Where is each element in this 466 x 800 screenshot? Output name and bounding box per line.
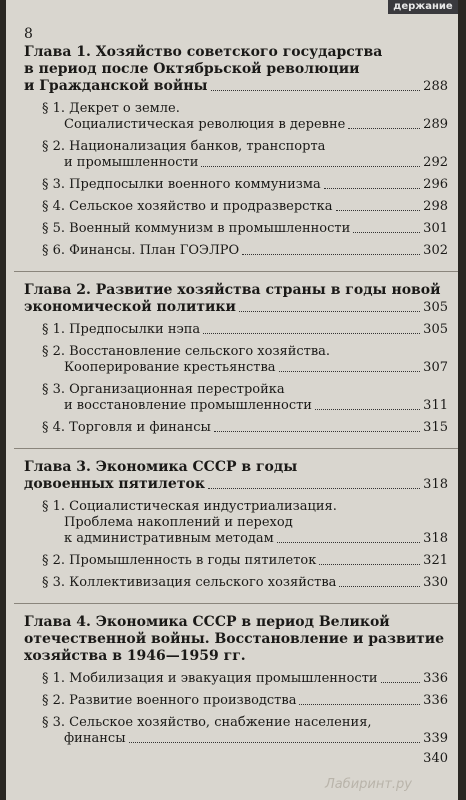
section-line bbox=[42, 398, 448, 414]
section-line bbox=[42, 199, 448, 215]
section-text: § 3. Коллективизация сельского хозяйства bbox=[42, 575, 337, 590]
section-line bbox=[42, 575, 448, 591]
chapter-divider bbox=[14, 448, 458, 449]
section-list bbox=[42, 671, 448, 747]
section-page: 305 bbox=[423, 322, 448, 337]
chapter-title-text: Глава 3. Экономика СССР в годы bbox=[24, 459, 298, 475]
section-entry bbox=[42, 715, 448, 747]
leader-dots bbox=[239, 311, 420, 312]
section-page: 336 bbox=[423, 671, 448, 686]
section-entry bbox=[42, 177, 448, 193]
leader-dots bbox=[214, 431, 420, 432]
section-page: 301 bbox=[423, 221, 448, 236]
chapter-title-line bbox=[24, 476, 448, 493]
section-entry bbox=[42, 420, 448, 436]
section-line bbox=[42, 221, 448, 237]
leader-dots bbox=[299, 704, 420, 705]
section-entry bbox=[42, 243, 448, 259]
chapter-title-line bbox=[24, 299, 448, 316]
leader-dots bbox=[381, 682, 421, 683]
leader-dots bbox=[208, 488, 420, 489]
chapter-title bbox=[24, 282, 448, 316]
section-page: 315 bbox=[423, 420, 448, 435]
chapter-title-text: довоенных пятилеток bbox=[24, 476, 205, 492]
section-text: § 1. Социалистическая индустриализация. bbox=[42, 499, 337, 514]
section-entry bbox=[42, 693, 448, 709]
chapter-title-text: и Гражданской войны bbox=[24, 78, 208, 94]
section-entry bbox=[42, 671, 448, 687]
chapter bbox=[24, 282, 448, 449]
chapter-title bbox=[24, 44, 448, 95]
section-line bbox=[42, 715, 448, 731]
section-page: 298 bbox=[423, 199, 448, 214]
section-line bbox=[42, 243, 448, 259]
leader-dots bbox=[324, 188, 420, 189]
leader-dots bbox=[348, 128, 420, 129]
section-entry bbox=[42, 499, 448, 547]
chapter-title-text: экономической политики bbox=[24, 299, 236, 315]
chapter-title-line bbox=[24, 648, 448, 665]
section-text: § 6. Финансы. План ГОЭЛРО bbox=[42, 243, 240, 258]
section-entry bbox=[42, 322, 448, 338]
section-list bbox=[42, 322, 448, 436]
chapter-page: 288 bbox=[423, 79, 448, 94]
chapter-title bbox=[24, 614, 448, 665]
chapter-divider bbox=[14, 603, 458, 604]
section-text: § 4. Сельское хозяйство и продразверстка bbox=[42, 199, 333, 214]
section-line bbox=[42, 420, 448, 436]
section-list bbox=[42, 499, 448, 591]
section-line bbox=[42, 155, 448, 171]
chapter bbox=[24, 44, 448, 272]
chapter-title-line bbox=[24, 44, 448, 61]
section-text: § 2. Развитие военного производства bbox=[42, 693, 297, 708]
watermark: Лабиринт.ру bbox=[324, 777, 412, 792]
section-entry bbox=[42, 101, 448, 133]
leader-dots bbox=[319, 564, 420, 565]
section-text: § 1. Предпосылки нэпа bbox=[42, 322, 201, 337]
leader-dots bbox=[201, 166, 420, 167]
leader-dots bbox=[339, 586, 420, 587]
section-line bbox=[42, 499, 448, 515]
section-line bbox=[42, 731, 448, 747]
section-line bbox=[42, 101, 448, 117]
leader-dots bbox=[211, 90, 421, 91]
section-entry bbox=[42, 553, 448, 569]
trailing-page: 340 bbox=[423, 751, 448, 766]
section-line bbox=[42, 671, 448, 687]
section-entry bbox=[42, 575, 448, 591]
section-line bbox=[42, 344, 448, 360]
section-page: 339 bbox=[423, 731, 448, 746]
section-text: § 3. Предпосылки военного коммунизма bbox=[42, 177, 321, 192]
section-text: и восстановление промышленности bbox=[64, 398, 312, 413]
chapter-title bbox=[24, 459, 448, 493]
section-text: к административным методам bbox=[64, 531, 274, 546]
section-list bbox=[42, 101, 448, 259]
section-entry bbox=[42, 344, 448, 376]
section-text: § 2. Национализация банков, транспорта bbox=[42, 139, 326, 154]
chapter bbox=[24, 614, 448, 747]
section-text: § 3. Сельское хозяйство, снабжение населения, bbox=[42, 715, 372, 730]
section-line bbox=[42, 177, 448, 193]
leader-dots bbox=[353, 232, 420, 233]
section-page: 302 bbox=[423, 243, 448, 258]
section-line bbox=[42, 139, 448, 155]
section-line bbox=[42, 553, 448, 569]
section-page: 311 bbox=[423, 398, 448, 413]
section-page: 321 bbox=[423, 553, 448, 568]
section-text: § 1. Мобилизация и эвакуация промышленности bbox=[42, 671, 378, 686]
section-entry bbox=[42, 139, 448, 171]
chapter-title-line bbox=[24, 61, 448, 78]
section-line bbox=[42, 531, 448, 547]
section-line bbox=[42, 382, 448, 398]
leader-dots bbox=[336, 210, 421, 211]
section-line bbox=[42, 515, 448, 531]
chapter-divider bbox=[14, 271, 458, 272]
chapter-title-text: в период после Октябрьской революции bbox=[24, 61, 360, 77]
chapter-title-line bbox=[24, 631, 448, 648]
section-text: Кооперирование крестьянства bbox=[64, 360, 276, 375]
section-entry bbox=[42, 382, 448, 414]
chapter-title-text: хозяйства в 1946—1959 гг. bbox=[24, 648, 246, 664]
section-text: Социалистическая революция в деревне bbox=[64, 117, 346, 132]
section-page: 318 bbox=[423, 531, 448, 546]
section-line bbox=[42, 117, 448, 133]
section-page: 289 bbox=[423, 117, 448, 132]
section-text: § 1. Декрет о земле. bbox=[42, 101, 180, 116]
chapter-title-text: отечественной войны. Восстановление и развитие bbox=[24, 631, 445, 647]
chapter-title-line bbox=[24, 282, 448, 299]
chapter-page: 318 bbox=[423, 477, 448, 492]
book-page bbox=[6, 0, 458, 800]
chapter-title-text: Глава 1. Хозяйство советского государства bbox=[24, 44, 383, 60]
section-line bbox=[42, 322, 448, 338]
section-text: и промышленности bbox=[64, 155, 199, 170]
section-text: § 5. Военный коммунизм в промышленности bbox=[42, 221, 351, 236]
leader-dots bbox=[129, 742, 421, 743]
section-text: финансы bbox=[64, 731, 126, 746]
page-number: 8 bbox=[24, 26, 33, 42]
leader-dots bbox=[315, 409, 420, 410]
leader-dots bbox=[203, 333, 420, 334]
section-page: 296 bbox=[423, 177, 448, 192]
chapter-title-line bbox=[24, 78, 448, 95]
header-tab: держание bbox=[388, 0, 458, 14]
section-page: 292 bbox=[423, 155, 448, 170]
chapter-title-text: Глава 2. Развитие хозяйства страны в годы новой bbox=[24, 282, 441, 298]
section-entry bbox=[42, 221, 448, 237]
leader-dots bbox=[279, 371, 421, 372]
section-page: 307 bbox=[423, 360, 448, 375]
section-text: § 3. Организационная перестройка bbox=[42, 382, 285, 397]
leader-dots bbox=[277, 542, 420, 543]
section-text: § 2. Восстановление сельского хозяйства. bbox=[42, 344, 331, 359]
section-line bbox=[42, 693, 448, 709]
leader-dots bbox=[242, 254, 420, 255]
chapter-title-text: Глава 4. Экономика СССР в период Великой bbox=[24, 614, 390, 630]
table-of-contents bbox=[24, 40, 448, 767]
chapter bbox=[24, 459, 448, 604]
chapter-title-line bbox=[24, 459, 448, 476]
trailing-page-row bbox=[24, 751, 448, 767]
section-text: § 2. Промышленность в годы пятилеток bbox=[42, 553, 317, 568]
section-line bbox=[42, 360, 448, 376]
section-entry bbox=[42, 199, 448, 215]
section-text: Проблема накоплений и переход bbox=[64, 515, 293, 530]
section-page: 336 bbox=[423, 693, 448, 708]
chapter-page: 305 bbox=[423, 300, 448, 315]
section-text: § 4. Торговля и финансы bbox=[42, 420, 211, 435]
section-page: 330 bbox=[423, 575, 448, 590]
chapter-title-line bbox=[24, 614, 448, 631]
